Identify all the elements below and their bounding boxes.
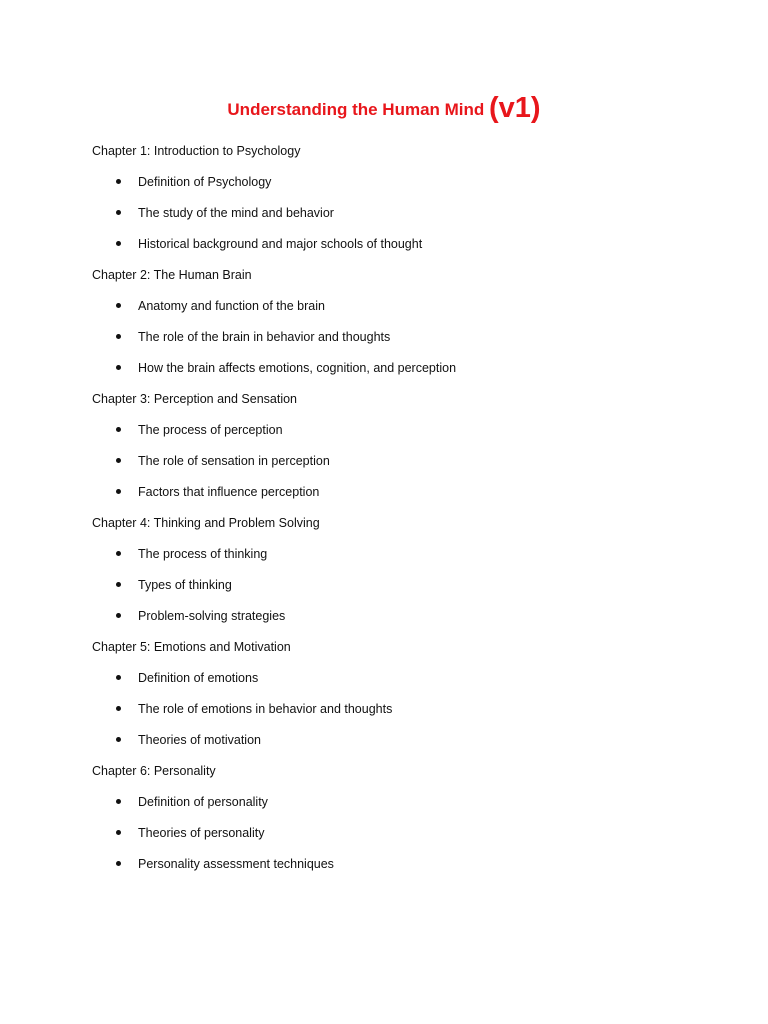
chapter-outline <box>92 138 692 882</box>
topic-item <box>92 169 692 200</box>
topic-text: Definition of Psychology <box>138 175 272 189</box>
topic-text: The role of sensation in perception <box>138 454 330 468</box>
topic-text: Theories of personality <box>138 826 265 840</box>
bullet-icon <box>116 551 121 556</box>
bullet-icon <box>116 334 121 339</box>
bullet-icon <box>116 365 121 370</box>
chapter-topic-list <box>92 789 692 882</box>
topic-text: Anatomy and function of the brain <box>138 299 325 313</box>
topic-item <box>92 820 692 851</box>
bullet-icon <box>116 675 121 680</box>
chapter-heading: Chapter 1: Introduction to Psychology <box>92 144 301 158</box>
topic-item <box>92 200 692 231</box>
topic-text: Personality assessment techniques <box>138 857 334 871</box>
topic-item <box>92 417 692 448</box>
bullet-icon <box>116 210 121 215</box>
topic-text: How the brain affects emotions, cognition, and perception <box>138 361 457 375</box>
topic-text: Factors that influence perception <box>138 485 320 499</box>
topic-item <box>92 355 692 386</box>
chapter-heading: Chapter 5: Emotions and Motivation <box>92 640 291 654</box>
topic-item <box>92 789 692 820</box>
chapter-heading: Chapter 2: The Human Brain <box>92 268 252 282</box>
topic-text: The process of thinking <box>138 547 268 561</box>
bullet-icon <box>116 458 121 463</box>
chapter-topic-list <box>92 541 692 634</box>
topic-text: Definition of emotions <box>138 671 259 685</box>
bullet-icon <box>116 799 121 804</box>
bullet-icon <box>116 179 121 184</box>
topic-item <box>92 448 692 479</box>
bullet-icon <box>116 241 121 246</box>
topic-text: The role of the brain in behavior and thoughts <box>138 330 391 344</box>
topic-item <box>92 727 692 758</box>
bullet-icon <box>116 737 121 742</box>
bullet-icon <box>116 489 121 494</box>
topic-text: Types of thinking <box>138 578 232 592</box>
topic-text: Theories of motivation <box>138 733 261 747</box>
chapter-topic-list <box>92 293 692 386</box>
chapter-heading: Chapter 3: Perception and Sensation <box>92 392 297 406</box>
bullet-icon <box>116 706 121 711</box>
chapter-topic-list <box>92 665 692 758</box>
topic-item <box>92 324 692 355</box>
topic-text: The study of the mind and behavior <box>138 206 334 220</box>
document-title <box>0 88 768 130</box>
topic-text: The process of perception <box>138 423 283 437</box>
bullet-icon <box>116 427 121 432</box>
topic-item <box>92 696 692 727</box>
bullet-icon <box>116 861 121 866</box>
chapter-topic-list <box>92 417 692 510</box>
topic-text: Problem-solving strategies <box>138 609 286 623</box>
title-version-text: (v1) <box>489 92 541 124</box>
topic-text: Historical background and major schools of thought <box>138 237 423 251</box>
bullet-icon <box>116 582 121 587</box>
topic-item <box>92 603 692 634</box>
bullet-icon <box>116 830 121 835</box>
chapter-topic-list <box>92 169 692 262</box>
topic-item <box>92 231 692 262</box>
topic-item <box>92 541 692 572</box>
bullet-icon <box>116 613 121 618</box>
topic-item <box>92 851 692 882</box>
chapter-heading: Chapter 4: Thinking and Problem Solving <box>92 516 320 530</box>
bullet-icon <box>116 303 121 308</box>
title-main-text: Understanding the Human Mind <box>227 100 490 119</box>
topic-item <box>92 572 692 603</box>
topic-text: The role of emotions in behavior and thoughts <box>138 702 393 716</box>
topic-item <box>92 293 692 324</box>
topic-item <box>92 665 692 696</box>
chapter-heading: Chapter 6: Personality <box>92 764 216 778</box>
topic-item <box>92 479 692 510</box>
topic-text: Definition of personality <box>138 795 268 809</box>
